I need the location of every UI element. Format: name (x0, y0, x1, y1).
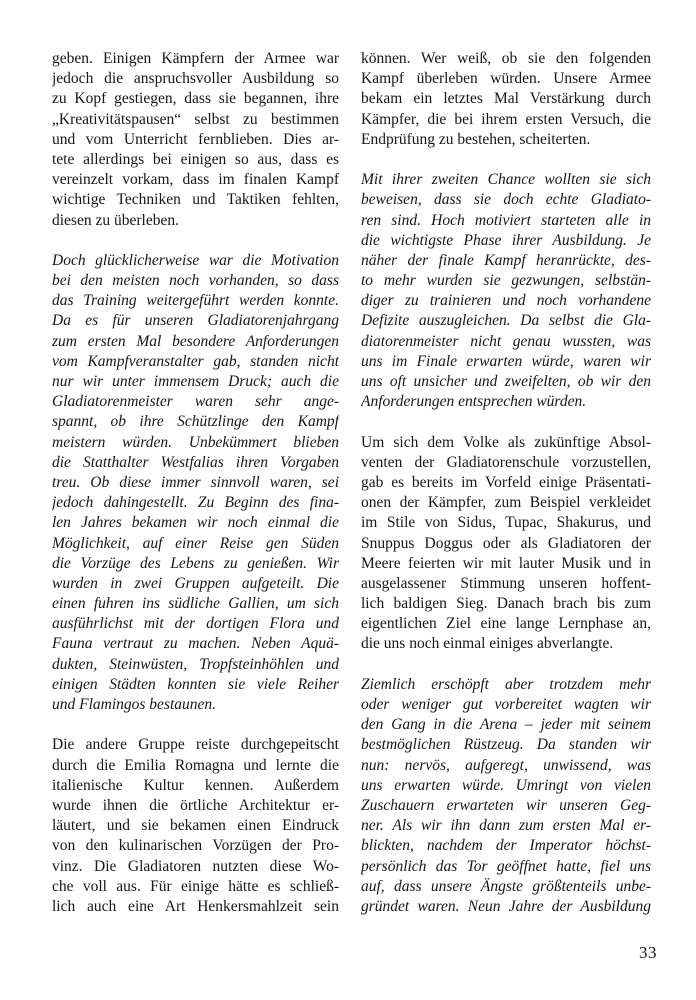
text-line: die Statthalter Westfalias ihren Vorgaben (52, 453, 339, 471)
text-line: che voll aus. Für einige hätte es schließ- (52, 877, 339, 895)
text-line: Fauna vertraut zu machen. Neben Aquä- (52, 635, 339, 653)
text-line: können. Wer weiß, ob sie den folgenden (361, 50, 651, 67)
text-line: Ziemlich erschöpft aber trotzdem mehr (361, 675, 651, 693)
text-line: Meere feierten wir mit lauter Musik und in (361, 554, 651, 572)
text-line: eigentlichen Ziel eine lange Lernphase an, (361, 615, 651, 633)
paragraph (361, 675, 651, 917)
paragraph (52, 251, 339, 715)
text-line: näher der finale Kampf heranrückte, des- (361, 251, 651, 269)
text-line: italienische Kultur kennen. Außerdem (52, 776, 339, 794)
text-line: uns im Finale erwarten würde, waren wir (361, 352, 651, 370)
text-line: auf, dass unsere Ängste größtenteils unbe- (361, 877, 651, 895)
paragraph (361, 170, 651, 412)
text-line: vinz. Die Gladiatoren nutzten diese Wo- (52, 857, 339, 875)
text-line: persönlich das Tor geöffnet hatte, fiel uns (361, 857, 651, 875)
page-number: 33 (639, 943, 657, 962)
text-line: die wichtigste Phase ihrer Ausbildung. Je (361, 231, 651, 249)
text-line: ren sind. Hoch motiviert starteten alle in (361, 211, 651, 229)
text-line: meistern würden. Unbekümmert blieben (52, 433, 339, 451)
text-line: den Gang in die Arena – jeder mit seinem (361, 716, 651, 734)
text-line: Kämpfer, die bei ihrem ersten Versuch, die (361, 110, 651, 128)
text-line: gab es bereits im Vorfeld einige Präsentati- (361, 473, 651, 491)
text-line: Möglichkeit, auf einer Reise gen Süden (52, 534, 339, 552)
text-line: Da es für unseren Gladiatorenjahrgang (52, 312, 339, 330)
text-line: diatorenmeister nicht genau wussten, was (361, 332, 651, 350)
text-line: Um sich dem Volke als zukünftige Absol- (361, 433, 651, 451)
text-line: dukten, Steinwüsten, Tropfsteinhöhlen und (52, 655, 339, 673)
text-line: im Stile von Sidus, Tupac, Shakurus, und (361, 514, 651, 532)
text-line: bestmöglichen Rüstzeug. Da standen wir (361, 736, 651, 754)
text-line: venten der Gladiatorenschule vorzustellen, (361, 453, 651, 471)
text-line: beweisen, dass sie doch echte Gladiato- (361, 191, 651, 209)
text-line: Defizite auszugleichen. Da selbst die Gla- (361, 312, 651, 330)
text-line: diesen zu überleben. (52, 211, 179, 229)
text-line: uns erwarten würde. Umringt von vielen (361, 776, 651, 794)
text-line: und vom Unterricht fernblieben. Dies ar- (52, 130, 339, 148)
text-line: zu Kopf gestiegen, dass sie begannen, ihre (52, 90, 339, 108)
text-line: die uns noch einmal einiges abverlangte. (361, 635, 614, 653)
text-line: vom Kampfveranstalter gab, standen nicht (52, 352, 339, 370)
text-line: lich baldigen Sieg. Danach brach bis zum (361, 595, 651, 613)
right-column (361, 49, 651, 917)
text-line: tete allerdings bei einigen so aus, dass es (52, 150, 339, 168)
text-columns (52, 49, 651, 917)
text-line: gründet waren. Neun Jahre der Ausbildung (361, 897, 651, 915)
text-line: Kampf überleben würden. Unsere Armee (361, 70, 651, 88)
paragraph (361, 433, 651, 655)
text-line: bei den meisten noch vorhanden, so dass (52, 272, 339, 290)
text-line: wurden in zwei Gruppen aufgeteilt. Die (52, 574, 339, 592)
text-line: das Training weitergeführt werden konnte. (52, 292, 339, 310)
text-line: Mit ihrer zweiten Chance wollten sie sich (361, 171, 651, 189)
text-line: läutert, und sie bekamen einen Eindruck (52, 817, 339, 835)
text-line: vereinzelt vorkam, dass im finalen Kampf (52, 171, 339, 189)
text-line: nur wir unter immensem Druck; auch die (52, 373, 339, 390)
text-line: spannt, ob ihre Schützlinge den Kampf (52, 413, 339, 431)
text-line: geben. Einigen Kämpfern der Armee war (52, 50, 339, 67)
text-line: jedoch dahingestellt. Zu Beginn des fina- (52, 494, 339, 512)
paragraph (361, 49, 651, 150)
text-line: wurde ihnen die örtliche Architektur er- (52, 796, 339, 814)
text-line: ausführlichst mit der dortigen Flora und (52, 615, 339, 633)
text-line: von den kulinarischen Vorzügen der Pro- (52, 837, 339, 855)
text-line: blickten, nachdem der Imperator höchst- (361, 837, 651, 855)
text-line: Zuschauern erwarteten wir unseren Geg- (361, 796, 651, 814)
text-line: jedoch die anspruchsvoller Ausbildung so (52, 70, 339, 88)
text-line: Snuppus Doggus oder als Gladiatoren der (361, 534, 651, 552)
text-line: die Vorzüge des Lebens zu genießen. Wir (52, 554, 339, 572)
text-line: ausgelassener Stimmung unseren hoffent- (361, 574, 651, 592)
text-line: „Kreativitätspausen“ selbst zu bestimmen (52, 110, 339, 128)
text-line: uns oft unsicher und zweifelten, ob wir den (361, 373, 651, 390)
text-line: len Jahres bekamen wir noch einmal die (52, 514, 339, 532)
text-line: wichtige Techniken und Taktiken fehlten, (52, 191, 339, 209)
text-line: nun: nervös, aufgeregt, unwissend, was (361, 756, 651, 774)
text-line: durch die Emilia Romagna und lernte die (52, 756, 339, 774)
left-column (52, 49, 339, 917)
text-line: diger zu trainieren und noch vorhandene (361, 292, 651, 310)
text-line: treu. Ob diese immer sinnvoll waren, sei (52, 473, 339, 491)
text-line: Gladiatorenmeister waren sehr ange- (52, 393, 339, 411)
text-line: lich auch eine Art Henkersmahlzeit sein (52, 897, 339, 915)
paragraph (52, 735, 339, 917)
text-line: einen fuhren ins südliche Gallien, um sich (52, 595, 339, 613)
text-line: Die andere Gruppe reiste durchgepeitscht (52, 736, 339, 754)
paragraph (52, 49, 339, 231)
text-line: to mehr wurden sie gezwungen, selbstän- (361, 272, 651, 290)
text-line: ner. Als wir ihn dann zum ersten Mal er- (361, 817, 651, 835)
text-line: und Flamingos bestaunen. (52, 696, 217, 713)
text-line: onen der Kämpfer, zum Beispiel verkleidet (361, 494, 651, 512)
text-line: zum ersten Mal besondere Anforderungen (52, 332, 339, 350)
text-line: Endprüfung zu bestehen, scheiterten. (361, 130, 591, 148)
text-line: bekam ein letztes Mal Verstärkung durch (361, 90, 651, 108)
text-line: Doch glücklicherweise war die Motivation (52, 251, 339, 269)
text-line: oder weniger gut vorbereitet wagten wir (361, 696, 651, 713)
text-line: einigen Städten konnten sie viele Reiher (52, 675, 339, 693)
text-line: Anforderungen entsprechen würden. (361, 393, 587, 411)
